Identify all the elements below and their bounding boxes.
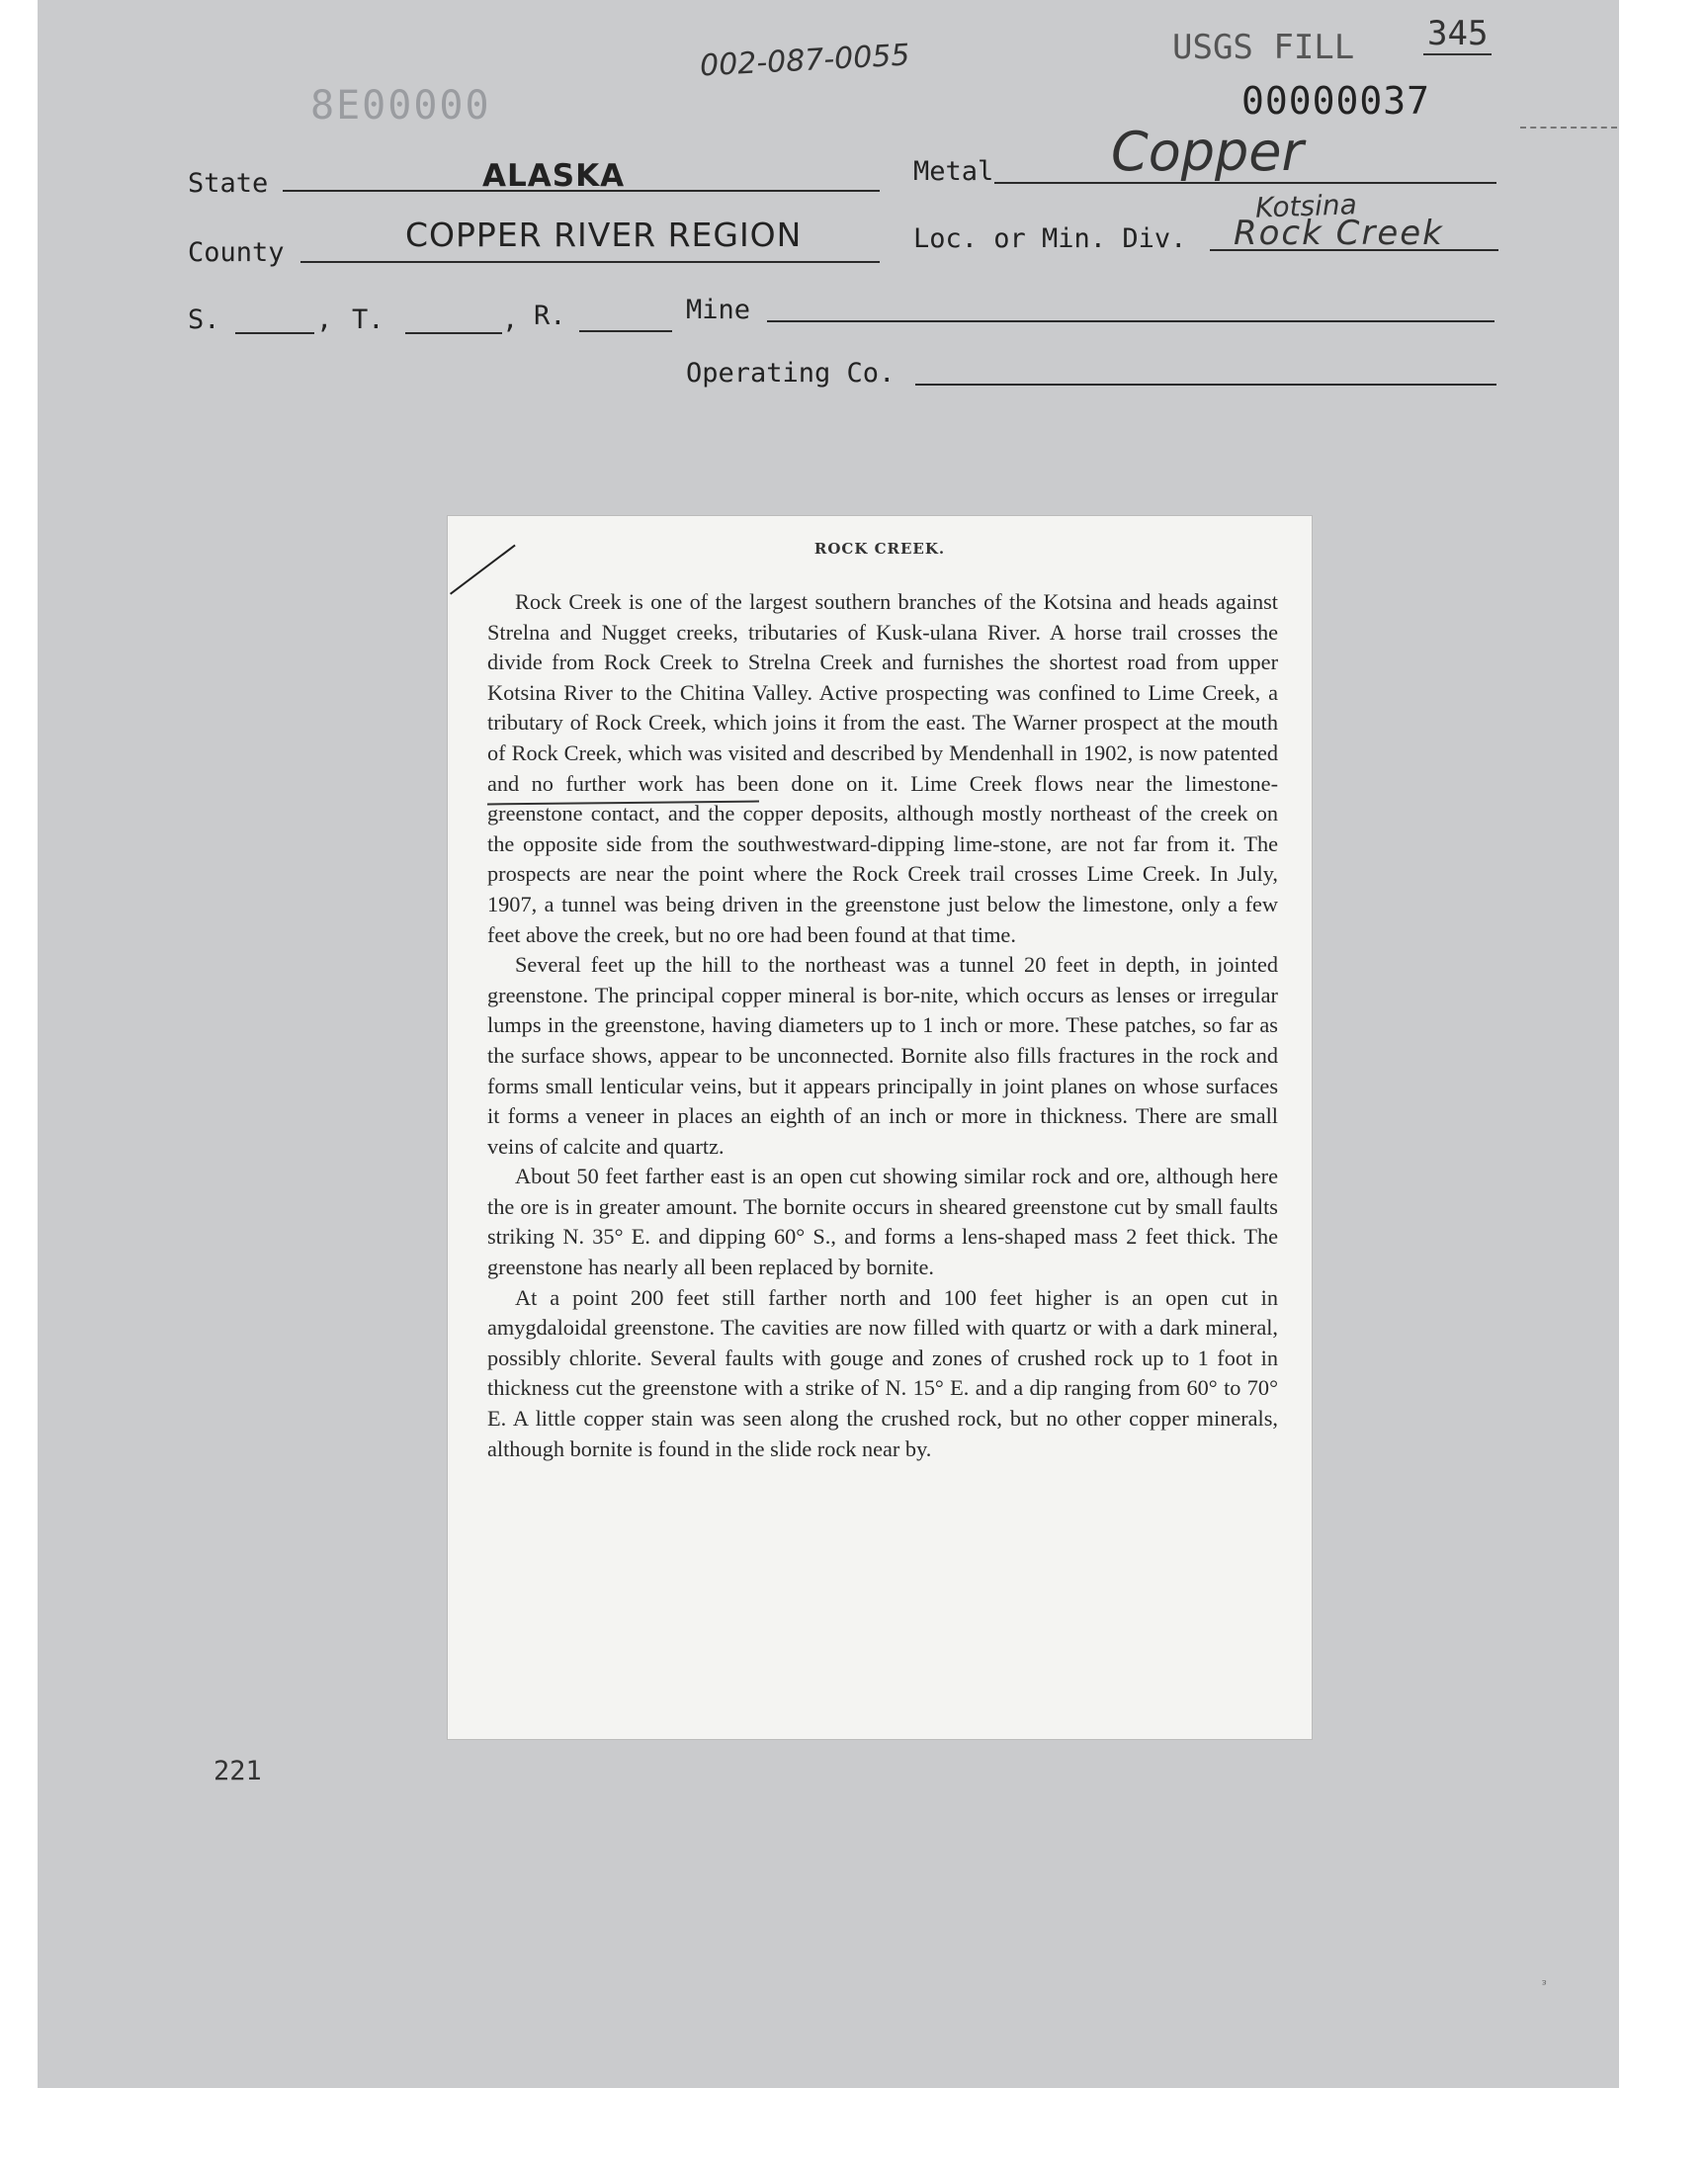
state-label: State <box>188 168 269 199</box>
clipping-body <box>487 587 1278 1464</box>
small-mark: ᵌ <box>1540 1977 1549 1993</box>
r-label: R. <box>534 301 566 331</box>
t-label: T. <box>352 304 384 335</box>
s-line <box>235 332 314 334</box>
metal-value: Copper <box>1111 121 1304 183</box>
paragraph: About 50 feet farther east is an open cut showing similar rock and ore, although here the ore is in greater amount. The bornite occurs in sheared greenstone cut by small faults striking N. 35° E. and dipping 60° S., and forms a lens-shaped mass 2 feet thick. The greenstone has nearly all been replaced by bornite. <box>487 1164 1278 1280</box>
dashed-mark <box>1520 127 1617 129</box>
usgs-file-label: USGS FILL <box>1172 28 1355 67</box>
r-line <box>579 330 672 332</box>
t-line <box>405 332 502 334</box>
mine-label: Mine <box>686 295 751 325</box>
document-card <box>38 0 1619 2088</box>
operating-line <box>915 384 1496 386</box>
handwritten-code: 002-087-0055 <box>699 38 911 84</box>
paragraph: Rock Creek is one of the largest southern branches of the Kotsina and heads against Strelna and Nugget creeks, tributaries of Kusk-ulana River. A horse trail crosses the divide from Rock Creek to Strelna Creek and furnishes the shortest road from upper Kotsina River to the Chitina Valley. Active prospecting was confined to Lime Creek, a tributary of Rock Creek, which joins it from the east. The Warner prospect at the mouth of Rock Creek, which was visited and described by Mendenhall in 1902, is now patented and no further work has been done on it. Lime Creek flows near the limestone-greenstone contact, and the copper deposits, although mostly northeast of the creek on the opposite side from the southwestward-dipping lime-stone, are not far from it. The prospects are near the point where the Rock Creek trail crosses Lime Creek. In July, 1907, a tunnel was being driven in the greenstone just below the limestone, only a few feet above the creek, but no ore had been found at that time. <box>487 589 1278 947</box>
clipping-title: ROCK CREEK. <box>813 540 946 558</box>
file-number: 345 <box>1423 14 1492 55</box>
loc-label: Loc. or Min. Div. <box>913 223 1187 254</box>
paragraph: At a point 200 feet still farther north and 100 feet higher is an open cut in amygdaloidal greenstone. The cavities are now filled with quartz or with a dark mineral, possibly chlorite. Several faults with gouge and zones of crushed rock up to 1 foot in thickness cut the greenstone with a strike of N. 15° E. and a dip ranging from 60° to 70° E. A little copper stain was seen along the crushed rock, but no other copper minerals, although bornite is found in the slide rock near by. <box>487 1284 1278 1461</box>
state-value: ALASKA <box>482 158 626 194</box>
county-line <box>300 261 880 263</box>
loc-value-top: Kotsina <box>1254 188 1358 224</box>
stamp-number: 8E00000 <box>310 83 491 129</box>
text-clipping <box>448 516 1312 1739</box>
mine-line <box>767 320 1494 322</box>
county-label: County <box>188 237 285 268</box>
paragraph: Several feet up the hill to the northeast was a tunnel 20 feet in depth, in jointed greenstone. The principal copper mineral is bor-nite, which occurs as lenses or irregular lumps in the greenstone, having diameters up to 1 inch or more. These patches, so far as the surface shows, appear to be unconnected. Bornite also fills fractures in the rock and forms small lenticular veins, but it appears principally in joint planes on whose surfaces it forms a veneer in places an eighth of an inch or more in thickness. There are small veins of calcite and quartz. <box>487 952 1278 1159</box>
typed-number: 00000037 <box>1241 79 1431 123</box>
s-label: S. <box>188 304 220 335</box>
page-number: 221 <box>214 1756 262 1786</box>
comma-1: , <box>316 304 333 335</box>
loc-value: Rock Creek <box>1234 214 1444 253</box>
operating-label: Operating Co. <box>686 358 896 389</box>
metal-label: Metal <box>913 156 994 187</box>
county-value: COPPER RIVER REGION <box>405 216 803 254</box>
comma-2: , <box>502 304 519 335</box>
